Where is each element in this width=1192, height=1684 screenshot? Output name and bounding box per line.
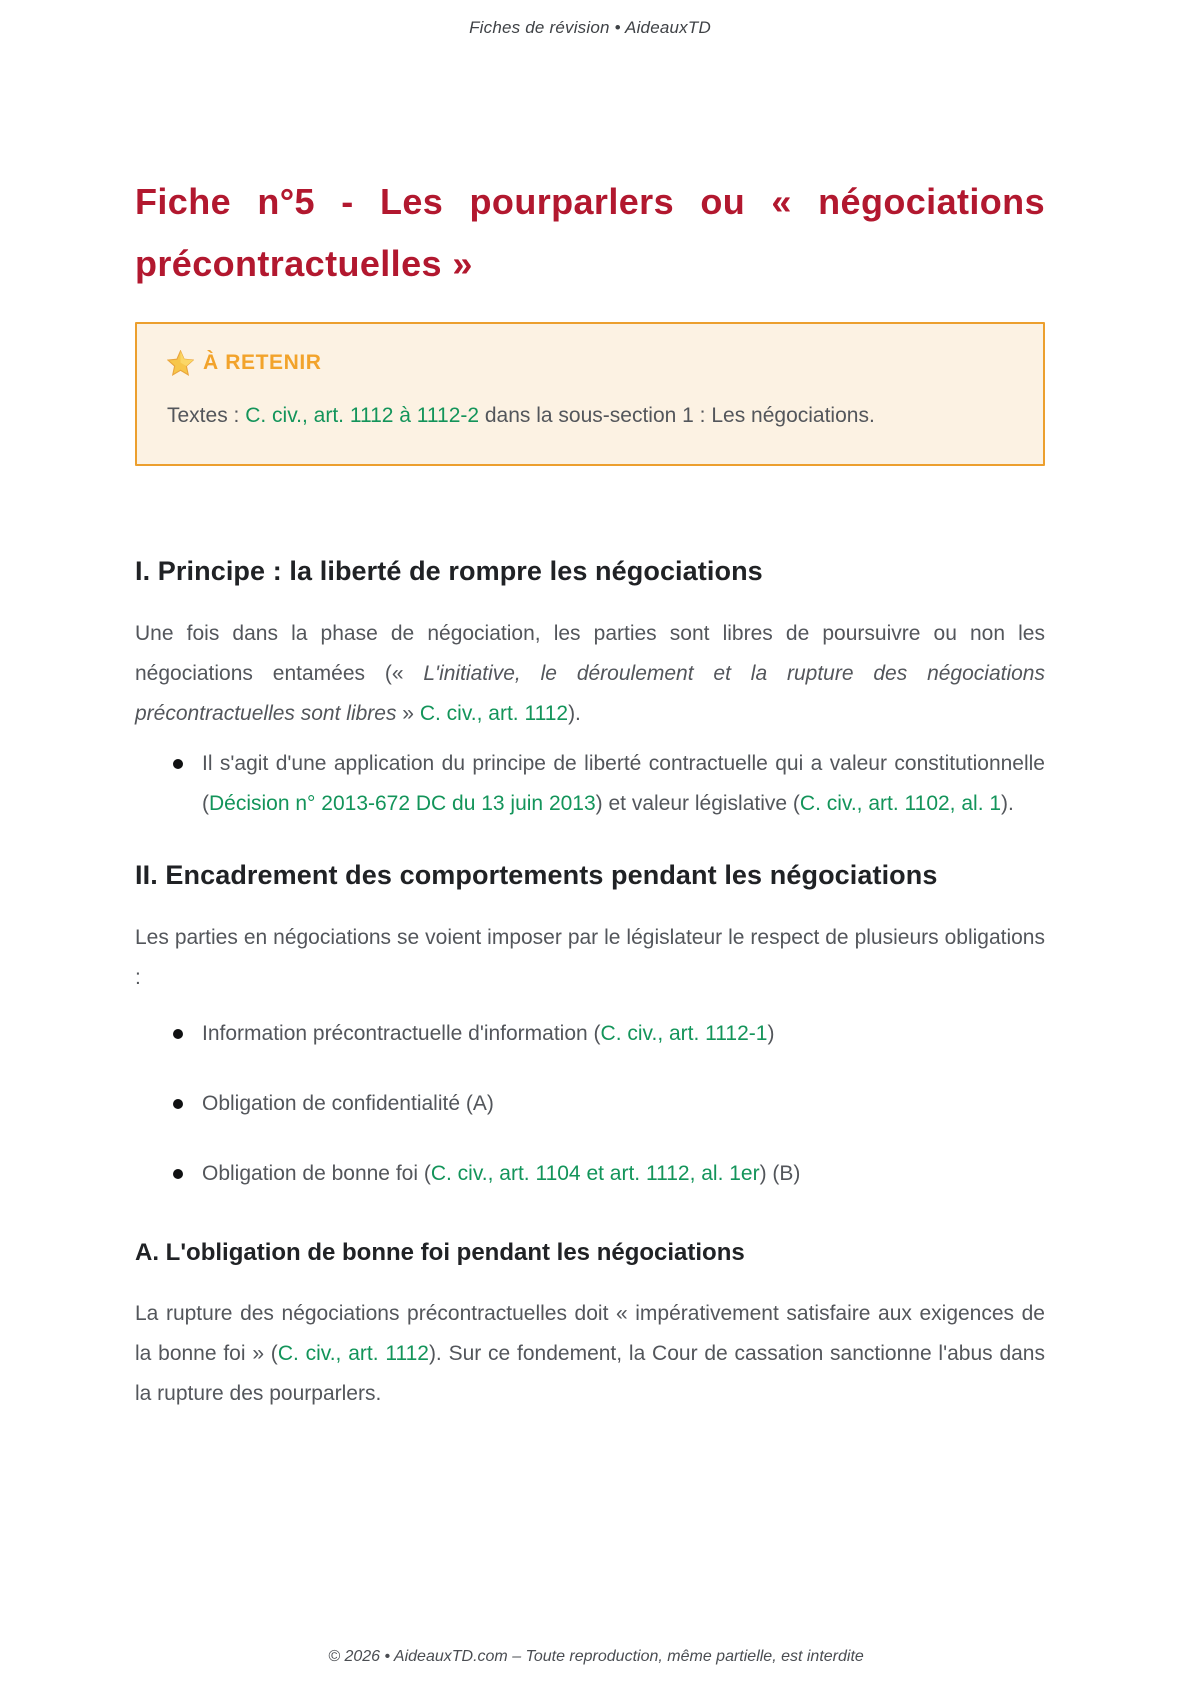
callout-label xyxy=(167,350,1013,376)
page-footer: © 2026 • AideauxTD.com – Toute reproduction, même partielle, est interdite xyxy=(328,1648,864,1665)
bullet-dot-icon xyxy=(173,1169,183,1179)
paragraph-text: Information précontractuelle d'information ( xyxy=(202,1022,601,1045)
citation-link[interactable]: C. civ., art. 1104 et art. 1112, al. 1er xyxy=(430,1162,760,1185)
citation-link[interactable]: Décision n° 2013-672 DC du 13 juin 2013 xyxy=(209,792,596,815)
page-title: Fiche n°5 - Les pourparlers ou « négociations précontractuelles » xyxy=(135,181,1045,284)
page-header: Fiches de révision • AideauxTD xyxy=(469,18,711,37)
paragraph-text: La rupture des négociations précontractuelles doit « impérativement satisfaire aux exigences de la bonne foi » ( xyxy=(135,1302,1045,1365)
paragraph-text: ) xyxy=(767,1022,775,1045)
citation-link[interactable]: C. civ., art. 1112 xyxy=(419,702,569,725)
callout-text xyxy=(167,400,1013,432)
citation-link[interactable]: C. civ., art. 1112-1 xyxy=(600,1022,768,1045)
star-icon xyxy=(167,350,194,376)
section-2-paragraph: Les parties en négociations se voient imposer par le législateur le respect de plusieurs obligations : xyxy=(135,926,1045,989)
paragraph-text: ). xyxy=(568,702,581,725)
section-1-paragraph xyxy=(135,614,1045,734)
citation-link[interactable]: C. civ., art. 1102, al. 1 xyxy=(799,792,1002,815)
subsection-a-heading: A. L'obligation de bonne foi pendant les négociations xyxy=(135,1239,745,1266)
paragraph-text: Une fois dans la phase de négociation, les parties sont libres de poursuivre ou non les négociations entamées (« xyxy=(135,622,1045,685)
section-1-heading: I. Principe : la liberté de rompre les négociations xyxy=(135,556,763,586)
paragraph-text: ) et valeur législative ( xyxy=(595,792,800,815)
citation-link[interactable]: C. civ., art. 1112 à 1112-2 xyxy=(245,404,480,427)
section-1-bullet-list xyxy=(135,744,1045,824)
section-2-bullet-list xyxy=(135,1014,1045,1194)
paragraph-text: Obligation de bonne foi ( xyxy=(202,1162,431,1185)
bullet-dot-icon xyxy=(173,1029,183,1039)
subsection-a-paragraph xyxy=(135,1294,1045,1414)
callout-text-prefix: Textes : xyxy=(167,404,246,427)
paragraph-text: ) (B) xyxy=(759,1162,801,1185)
citation-link[interactable]: C. civ., art. 1112 xyxy=(277,1342,429,1365)
paragraph-text: ). Sur ce fondement, la Cour de cassation sanctionne l'abus dans la rupture des pourparlers. xyxy=(135,1342,1045,1405)
callout-box xyxy=(135,322,1045,466)
list-item xyxy=(135,744,1045,824)
callout-text-suffix: dans la sous-section 1 : Les négociations. xyxy=(479,404,875,427)
paragraph-text: ). xyxy=(1001,792,1014,815)
paragraph-text: Obligation de confidentialité (A) xyxy=(202,1092,494,1115)
quoted-text: L'initiative, le déroulement et la rupture des négociations précontractuelles sont libres xyxy=(135,662,1045,725)
paragraph-text: Il s'agit d'une application du principe de liberté contractuelle qui a valeur constitutionnelle ( xyxy=(202,752,1045,815)
paragraph-text: » xyxy=(396,702,420,725)
bullet-dot-icon xyxy=(173,1099,183,1109)
section-2-heading: II. Encadrement des comportements pendant les négociations xyxy=(135,860,938,890)
list-item xyxy=(135,1154,1045,1194)
list-item xyxy=(135,1084,1045,1124)
list-item xyxy=(135,1014,1045,1054)
callout-label-text: À RETENIR xyxy=(203,351,322,374)
bullet-dot-icon xyxy=(173,759,183,769)
